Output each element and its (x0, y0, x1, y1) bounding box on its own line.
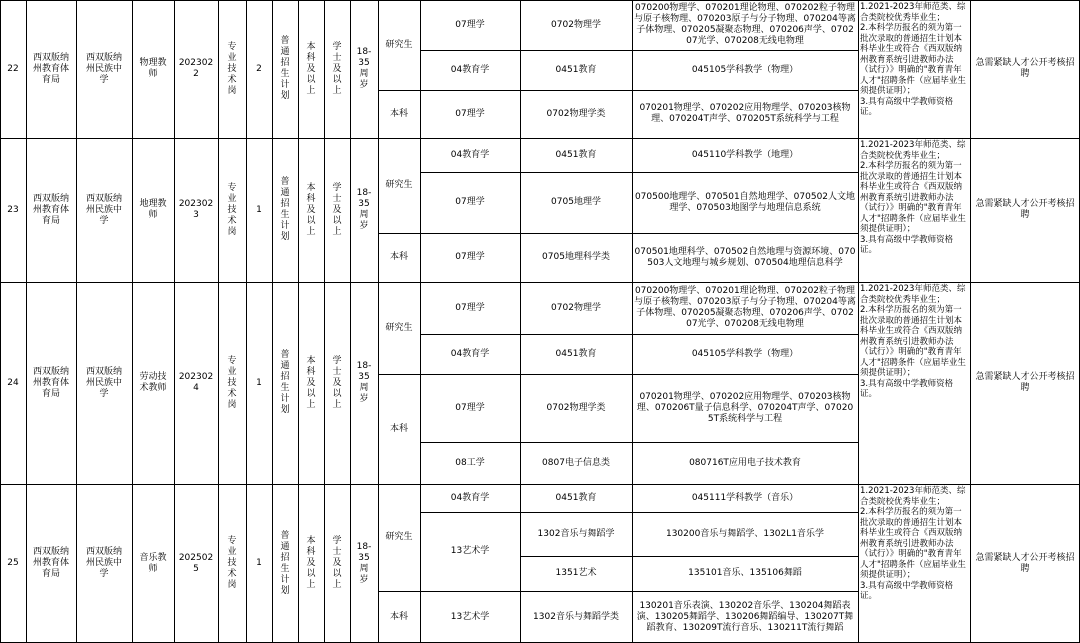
cell-post: 音乐教师 (139, 552, 167, 574)
second-level-discipline: 045111学科教学（音乐） (691, 492, 799, 503)
cell-dept: 西双版纳州教育体育局 (32, 547, 69, 579)
cell-count: 1 (256, 377, 262, 388)
cell-deg: 学士及以上 (332, 182, 342, 237)
second-level-discipline: 135101音乐、135106舞蹈 (688, 568, 802, 578)
cell-plan: 普通招生计划 (280, 36, 290, 101)
first-level-discipline: 0451教育 (555, 149, 597, 160)
second-level-discipline: 045105学科教学（物理） (691, 348, 799, 359)
qualification-text: 1.2021-2023年师范类、综合类院校优秀毕业生； 2.本科学历报名的须为第一批次录取的普通招生计划本科毕业生或符合《西双版纳州教育系统引进教师办法（试行）》明确的"教育青年人才"招聘条件（应届毕业生须提供证明）； 3.具有高级中学教师资格证。 (860, 140, 966, 255)
discipline-category: 07理学 (455, 402, 485, 413)
cell-deg: 学士及以上 (332, 536, 342, 590)
cell-plan: 普通招生计划 (280, 350, 290, 415)
discipline-category: 04教育学 (450, 492, 490, 503)
second-level-discipline: 130200音乐与舞蹈学、1302L1音乐学 (665, 528, 824, 539)
cell-plan: 普通招生计划 (280, 177, 290, 242)
qualification-text: 1.2021-2023年师范类、综合类院校优秀毕业生； 2.本科学历报名的须为第一批次录取的普通招生计划本科毕业生或符合《西双版纳州教育系统引进教师办法（试行）》明确的"教育青年人才"招聘条件（应届毕业生须提供证明）； 3.具有高级中学教师资格证。 (860, 2, 966, 117)
education-level: 本科 (389, 423, 408, 434)
first-level-discipline: 0451教育 (555, 348, 597, 359)
first-level-discipline: 0702物理学类 (546, 402, 606, 413)
first-level-discipline: 0705地理学 (551, 197, 601, 207)
second-level-discipline: 070500地理学、070501自然地理学、070502人文地理学、070503地图学与地理信息系统 (634, 191, 856, 213)
first-level-discipline: 0702物理学 (551, 19, 601, 30)
education-level: 本科 (389, 252, 408, 262)
cell-deg: 学士及以上 (332, 41, 342, 96)
recruitment-method: 急需紧缺人才公开考核招聘 (975, 199, 1075, 220)
second-level-discipline: 070501地理科学、070502自然地理与资源环境、070503人文地理与城乡规划、070504地理信息科学 (634, 246, 856, 268)
education-level: 本科 (389, 611, 408, 622)
first-level-discipline: 0702物理学 (551, 302, 601, 313)
cell-count: 1 (256, 204, 262, 215)
cell-edu: 本科及以上 (306, 41, 316, 96)
cell-type: 专业技术岗 (227, 182, 237, 237)
cell-type: 专业技术岗 (227, 41, 237, 96)
second-level-discipline: 045105学科教学（物理） (691, 64, 799, 75)
second-level-discipline: 070200物理学、070201理论物理、070202粒子物理与原子核物理、070203原子与分子物理、070204等离子体物理、070205凝聚态物理、070206声学、070207光学、070208无线电物理 (634, 3, 856, 46)
education-level: 研究生 (385, 180, 413, 190)
cell-code: 2023024 (178, 372, 214, 393)
cell-plan: 普通招生计划 (280, 530, 290, 596)
discipline-category: 13艺术学 (450, 611, 490, 622)
cell-unit: 西双版纳州民族中学 (85, 193, 122, 226)
first-level-discipline: 1302音乐与舞蹈学类 (533, 611, 619, 622)
discipline-category: 07理学 (455, 108, 485, 119)
qualification-text: 1.2021-2023年师范类、综合类院校优秀毕业生； 2.本科学历报名的须为第一批次录取的普通招生计划本科毕业生或符合《西双版纳州教育系统引进教师办法（试行）》明确的"教育青年人才"招聘条件（应届毕业生须提供证明）； 3.具有高级中学教师资格证。 (860, 486, 966, 601)
second-level-discipline: 080716T应用电子技术教育 (689, 457, 801, 468)
first-level-discipline: 0451教育 (555, 64, 597, 75)
cell-edu: 本科及以上 (306, 355, 316, 410)
second-level-discipline: 045110学科教学（地理） (691, 149, 799, 160)
discipline-category: 04教育学 (450, 64, 490, 75)
cell-type: 专业技术岗 (227, 355, 237, 410)
cell-post: 劳动技术教师 (139, 372, 167, 393)
cell-unit: 西双版纳州民族中学 (85, 547, 122, 579)
cell-no: 25 (7, 558, 19, 568)
cell-deg: 学士及以上 (332, 355, 342, 410)
cell-post: 地理教师 (139, 199, 167, 220)
cell-no: 22 (7, 63, 19, 74)
cell-dept: 西双版纳州教育体育局 (32, 366, 69, 399)
education-level: 本科 (389, 108, 408, 119)
cell-count: 2 (256, 63, 262, 74)
first-level-discipline: 0451教育 (555, 492, 597, 503)
discipline-category: 04教育学 (450, 149, 490, 160)
cell-count: 1 (256, 558, 262, 568)
cell-edu: 本科及以上 (306, 182, 316, 237)
cell-no: 23 (7, 204, 19, 215)
cell-no: 24 (7, 377, 19, 388)
discipline-category: 07理学 (455, 252, 485, 262)
cell-age: 18-35周岁 (356, 47, 372, 90)
discipline-category: 08工学 (455, 457, 485, 468)
second-level-discipline: 130201音乐表演、130202音乐学、130204舞蹈表演、130205舞蹈学、130206舞蹈编导、130207T舞蹈教育、130209T流行音乐、130211T流行舞蹈 (636, 600, 854, 633)
cell-post: 物理教师 (139, 58, 167, 79)
recruitment-method: 急需紧缺人才公开考核招聘 (975, 552, 1075, 574)
cell-age: 18-35周岁 (356, 361, 372, 404)
cell-edu: 本科及以上 (306, 536, 316, 590)
discipline-category: 07理学 (455, 19, 485, 30)
second-level-discipline: 070200物理学、070201理论物理、070202粒子物理与原子核物理、070203原子与分子物理、070204等离子体物理、070205凝聚态物理、070206声学、070207光学、070208无线电物理 (634, 286, 856, 329)
cell-unit: 西双版纳州民族中学 (85, 366, 122, 399)
cell-dept: 西双版纳州教育体育局 (32, 193, 69, 226)
cell-age: 18-35周岁 (356, 188, 372, 231)
cell-code: 2023022 (178, 58, 214, 79)
discipline-category: 04教育学 (450, 348, 490, 359)
first-level-discipline: 1351艺术 (555, 568, 597, 578)
second-level-discipline: 070201物理学、070202应用物理学、070203核物理、070206T量子信息科学、070204T声学、070205T系统科学与工程 (636, 391, 854, 424)
cell-code: 2025025 (178, 552, 214, 574)
discipline-category: 13艺术学 (450, 546, 490, 556)
cell-type: 专业技术岗 (227, 536, 237, 590)
first-level-discipline: 1302音乐与舞蹈学 (537, 528, 615, 539)
education-level: 研究生 (385, 322, 413, 333)
education-level: 研究生 (385, 532, 413, 542)
recruitment-method: 急需紧缺人才公开考核招聘 (975, 372, 1075, 393)
cell-code: 2023023 (178, 199, 214, 220)
second-level-discipline: 070201物理学、070202应用物理学、070203核物理、070204T声学、070205T系统科学与工程 (639, 103, 851, 124)
education-level: 研究生 (385, 39, 413, 50)
recruitment-method: 急需紧缺人才公开考核招聘 (975, 58, 1075, 79)
cell-dept: 西双版纳州教育体育局 (32, 52, 69, 85)
discipline-category: 07理学 (455, 302, 485, 313)
discipline-category: 07理学 (455, 197, 485, 207)
first-level-discipline: 0807电子信息类 (542, 457, 610, 468)
cell-age: 18-35周岁 (356, 541, 372, 585)
qualification-text: 1.2021-2023年师范类、综合类院校优秀毕业生； 2.本科学历报名的须为第一批次录取的普通招生计划本科毕业生或符合《西双版纳州教育系统引进教师办法（试行）》明确的"教育青年人才"招聘条件（应届毕业生须提供证明）； 3.具有高级中学教师资格证。 (860, 284, 966, 399)
cell-unit: 西双版纳州民族中学 (85, 52, 122, 85)
first-level-discipline: 0702物理学类 (546, 108, 606, 119)
first-level-discipline: 0705地理科学类 (542, 252, 610, 262)
